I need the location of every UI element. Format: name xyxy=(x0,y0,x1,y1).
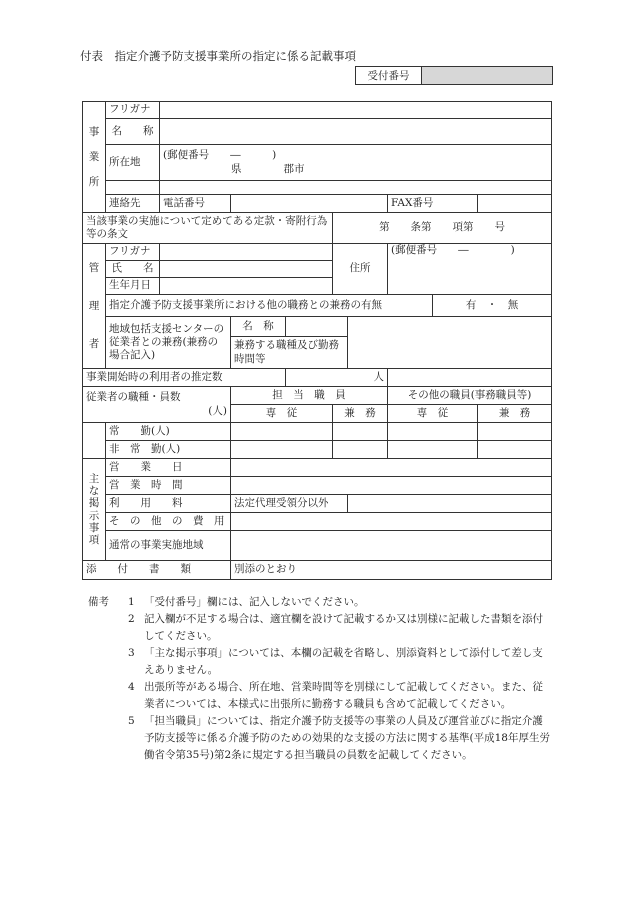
users-estimate-label: 事業開始時の利用者の推定数 xyxy=(83,369,286,387)
form-title: 付表 指定介護予防支援事業所の指定に係る記載事項 xyxy=(80,49,356,63)
parttime-tantou-concurrent[interactable] xyxy=(333,441,388,459)
phone-label: 電話番号 xyxy=(160,195,231,213)
parttime-other-concurrent[interactable] xyxy=(478,441,552,459)
main-items-header: 主 な 掲 示 事 項 xyxy=(83,459,106,561)
business-days-field[interactable] xyxy=(231,459,552,477)
concurrent-duty-label: 指定介護予防支援事業所における他の職務との兼務の有無 xyxy=(106,295,433,317)
kanrisha-address-field[interactable] xyxy=(388,244,552,295)
jigyosho-postal: (郵便番号 ― ) xyxy=(163,149,277,162)
fulltime-tantou-concurrent[interactable] xyxy=(333,423,388,441)
users-estimate-field[interactable]: 人 xyxy=(286,369,388,387)
fulltime-tantou-fulltime[interactable] xyxy=(231,423,333,441)
tantou-header: 担 当 職 員 xyxy=(231,387,388,405)
kanrisha-furigana-field[interactable] xyxy=(160,244,333,261)
business-hours-label: 営 業 時 間 xyxy=(106,477,231,495)
center-blank xyxy=(348,317,552,369)
note-item: 5 「担当職員」については、指定介護予防支援等の事業の人員及び運営並びに指定介護予防支援等に係る介護予防のための効果的な支援の方法に関する基準(平成18年厚生労働省令第35号)第2条に規定する担当職員の員数を記載してください。 xyxy=(128,715,550,761)
notes-heading: 備考 xyxy=(88,596,109,608)
receipt-number-box xyxy=(355,66,553,85)
kanrisha-postal: (郵便番号 ― ) xyxy=(391,244,515,256)
note-item: 3 「主な掲示事項」については、本欄の記載を省略し、別添資料として添付して差し支えありません。 xyxy=(128,647,543,676)
staff-label: 従業者の職種・員数 (人) xyxy=(83,387,231,423)
regulation-label: 当該事業の実施について定めてある定款・寄附行為等の条文 xyxy=(83,213,333,244)
jigyosho-furigana-label: フリガナ xyxy=(106,102,160,119)
attachment-label: 添 付 書 類 xyxy=(83,561,231,580)
attachment-value[interactable]: 別添のとおり xyxy=(231,561,552,580)
fee-field[interactable]: 法定代理受領分以外 xyxy=(231,495,348,513)
kanrisha-name-label: 氏 名 xyxy=(106,261,160,278)
note-item: 4 出張所等がある場合、所在地、営業時間等を別様にして記載してください。また、従業者については、本様式に出張所に勤務する職員も含めて記載してください。 xyxy=(128,681,543,710)
center-name-field[interactable] xyxy=(286,317,348,337)
jigyosho-pref-city: 県 郡市 xyxy=(231,162,305,175)
kanrisha-furigana-label: フリガナ xyxy=(106,244,160,261)
parttime-other-fulltime[interactable] xyxy=(388,441,478,459)
jigyosho-name-field[interactable] xyxy=(160,119,552,145)
fee-label: 利 用 料 xyxy=(106,495,231,513)
concurrent-duty-value[interactable]: 有 ・ 無 xyxy=(433,295,552,317)
other-fulltime-header: 専 従 xyxy=(388,405,478,423)
center-concurrent-label: 地域包括支援センターの従業者との兼務(兼務の場合記入) xyxy=(106,317,231,369)
kanrisha-birth-field[interactable] xyxy=(160,278,333,295)
fax-label: FAX番号 xyxy=(388,195,478,213)
center-duty-label: 兼務する職種及び勤務時間等 xyxy=(231,337,348,369)
phone-field[interactable] xyxy=(231,195,388,213)
application-form-table xyxy=(82,101,552,580)
tantou-concurrent-header: 兼 務 xyxy=(333,405,388,423)
note-item: 2 記入欄が不足する場合は、適宜欄を設けて記載するか又は別様に記載した書類を添付してください。 xyxy=(128,613,543,642)
jigyosho-address-label: 所在地 xyxy=(106,145,160,181)
fulltime-other-concurrent[interactable] xyxy=(478,423,552,441)
other-costs-field[interactable] xyxy=(231,513,552,531)
contact-label: 連絡先 xyxy=(106,195,160,213)
kanrisha-address-label: 住所 xyxy=(333,244,388,295)
other-costs-label: そ の 他 の 費 用 xyxy=(106,513,231,531)
note-item: 備考 1 「受付番号」欄には、記入しないでください。 xyxy=(88,594,550,611)
parttime-tantou-fulltime[interactable] xyxy=(231,441,333,459)
service-area-label: 通常の事業実施地域 xyxy=(106,531,231,561)
service-area-field[interactable] xyxy=(231,531,552,561)
center-name-label: 名 称 xyxy=(231,317,286,337)
tantou-fulltime-header: 専 従 xyxy=(231,405,333,423)
jigyosho-address-field[interactable] xyxy=(160,145,552,181)
other-staff-header: その他の職員(事務職員等) xyxy=(388,387,552,405)
fulltime-other-fulltime[interactable] xyxy=(388,423,478,441)
kanrisha-header: 管 理 者 xyxy=(83,244,106,369)
business-days-label: 営 業 日 xyxy=(106,459,231,477)
fulltime-row-label: 常 勤(人) xyxy=(106,423,231,441)
receipt-number-label: 受付番号 xyxy=(356,67,422,85)
fee-extra-field[interactable] xyxy=(348,495,552,513)
jigyosho-name-label: 名 称 xyxy=(106,119,160,145)
jigyosho-address-field-2[interactable] xyxy=(160,181,552,195)
regulation-value[interactable]: 第 条第 項第 号 xyxy=(333,213,552,244)
business-hours-field[interactable] xyxy=(231,477,552,495)
jigyosho-furigana-field[interactable] xyxy=(160,102,552,119)
jigyosho-header: 事 業 所 xyxy=(83,102,106,213)
receipt-number-field[interactable] xyxy=(422,67,553,85)
fax-field[interactable] xyxy=(478,195,552,213)
kanrisha-birth-label: 生年月日 xyxy=(106,278,160,295)
parttime-row-label: 非 常 勤(人) xyxy=(106,441,231,459)
notes-section xyxy=(88,594,550,764)
kanrisha-name-field[interactable] xyxy=(160,261,333,278)
other-concurrent-header: 兼 務 xyxy=(478,405,552,423)
